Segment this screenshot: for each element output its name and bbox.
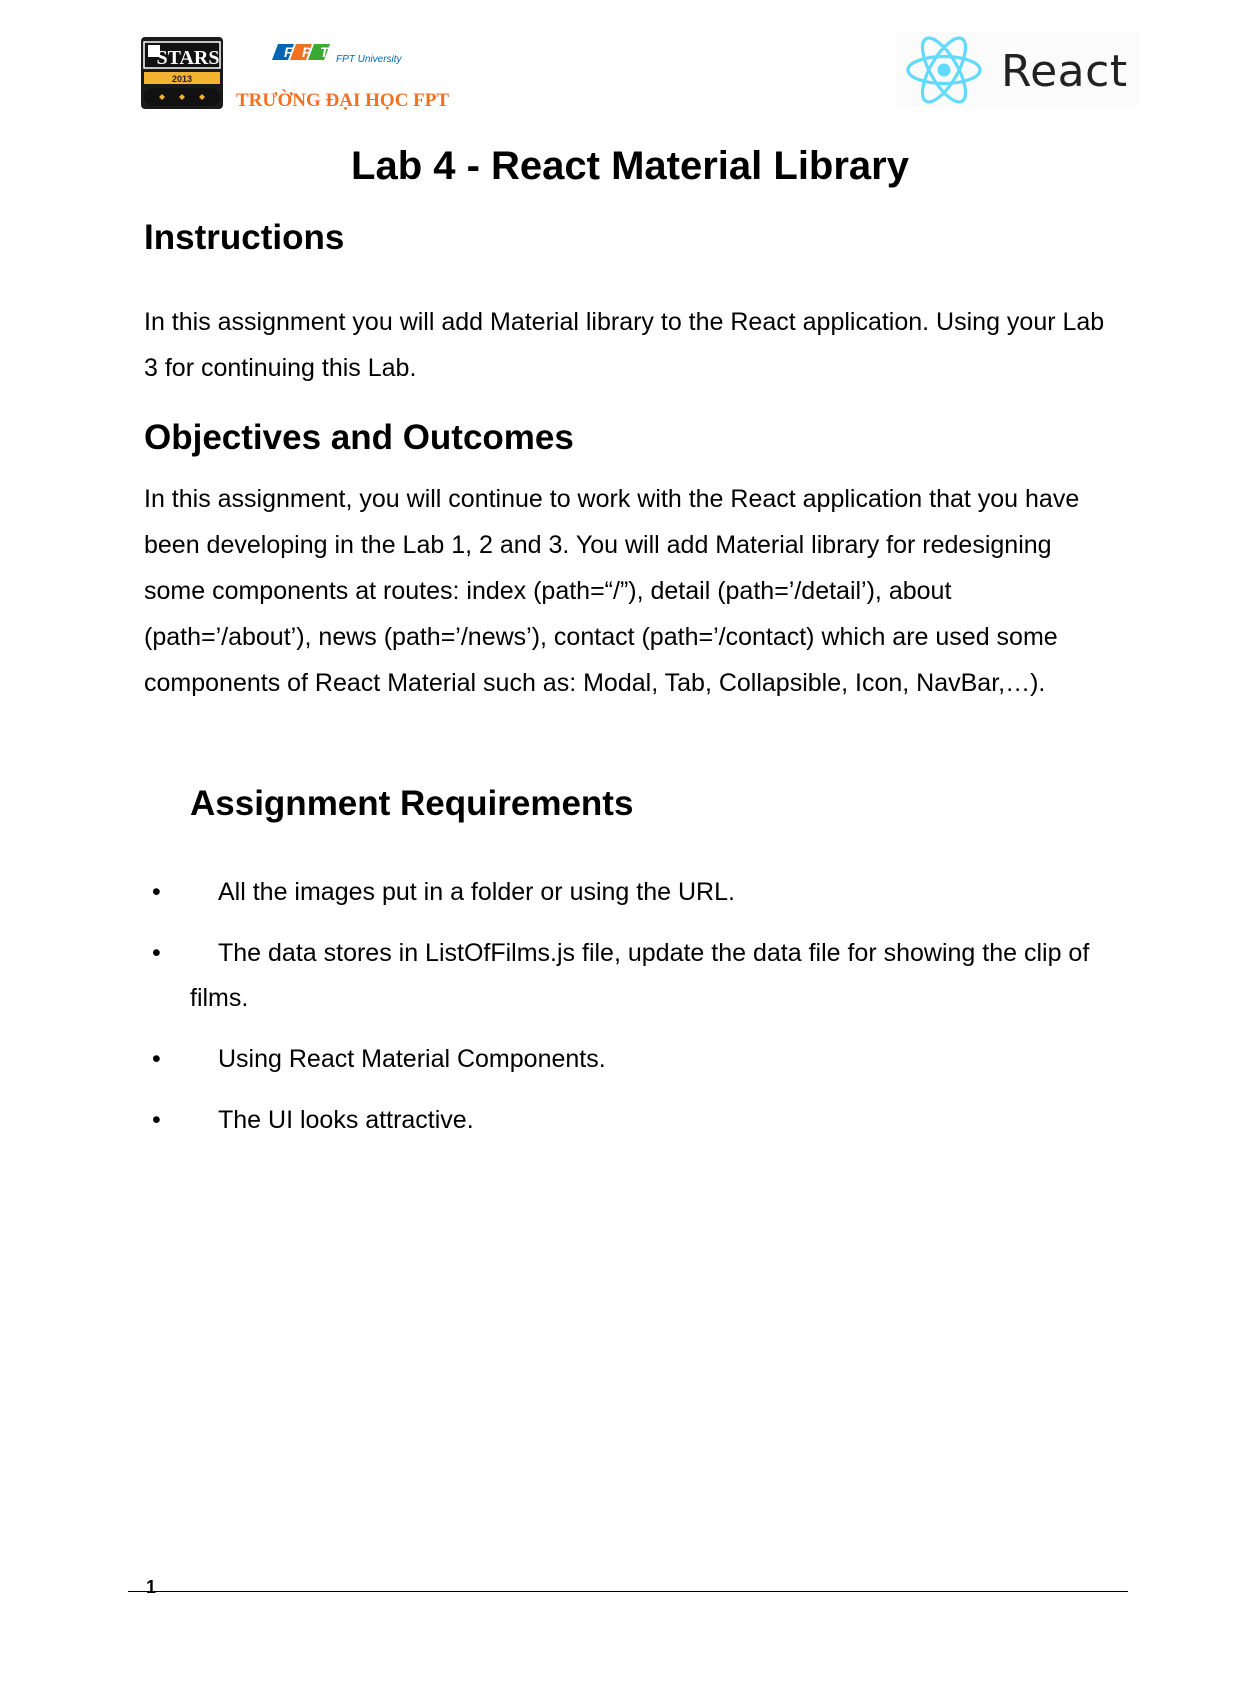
stars-logo-year: 2013 bbox=[171, 74, 193, 84]
list-item bbox=[144, 1037, 1114, 1082]
document-title: Lab 4 - React Material Library bbox=[351, 144, 909, 188]
section-heading-objectives: Objectives and Outcomes bbox=[144, 418, 574, 457]
fpt-university-logo bbox=[232, 36, 450, 114]
react-atom-icon bbox=[903, 36, 985, 104]
objectives-paragraph: In this assignment, you will continue to work with the React application that you have been developing in the Lab 1, 2 and 3. You will add Material library for redesigning some components at routes: index (path=“/”), detail (path=’/detail’), about (path=’/about’), news (path=’/news’), contact (path=’/contact) which are used some components of React Material such as: Modal, Tab, Collapsible, Icon, NavBar,…). bbox=[144, 485, 1080, 697]
bullet-icon: • bbox=[152, 1045, 161, 1073]
react-logo bbox=[895, 32, 1140, 107]
page-number: 1 bbox=[146, 1577, 157, 1597]
section-heading-instructions: Instructions bbox=[144, 218, 345, 257]
bullet-icon: • bbox=[152, 939, 161, 967]
footer-divider bbox=[128, 1591, 1128, 1592]
svg-text:P: P bbox=[302, 44, 312, 60]
react-logo-text: React bbox=[1001, 46, 1128, 97]
requirement-text: All the images put in a folder or using the URL. bbox=[218, 878, 735, 906]
requirement-text: The data stores in ListOfFilms.js file, update the data file for showing the clip of films. bbox=[190, 939, 1090, 1012]
requirements-list bbox=[144, 870, 1114, 1159]
fpt-logo-text: FPT University bbox=[336, 54, 402, 65]
stars-logo-text: STARS bbox=[156, 47, 220, 69]
svg-text:F: F bbox=[284, 44, 293, 60]
bullet-icon: • bbox=[152, 1106, 161, 1134]
list-item bbox=[144, 870, 1114, 915]
requirement-text: The UI looks attractive. bbox=[218, 1106, 474, 1134]
svg-text:T: T bbox=[320, 44, 329, 60]
instructions-paragraph: In this assignment you will add Material library to the React application. Using your Lab 3 for continuing this Lab. bbox=[144, 308, 1105, 382]
stars-logo bbox=[140, 36, 224, 110]
requirement-text: Using React Material Components. bbox=[218, 1045, 606, 1073]
list-item bbox=[144, 1098, 1114, 1143]
list-item bbox=[144, 931, 1114, 1021]
section-heading-requirements: Assignment Requirements bbox=[190, 784, 634, 823]
fpt-logo-subtitle: TRƯỜNG ĐẠI HỌC FPT bbox=[236, 90, 450, 111]
bullet-icon: • bbox=[152, 878, 161, 906]
